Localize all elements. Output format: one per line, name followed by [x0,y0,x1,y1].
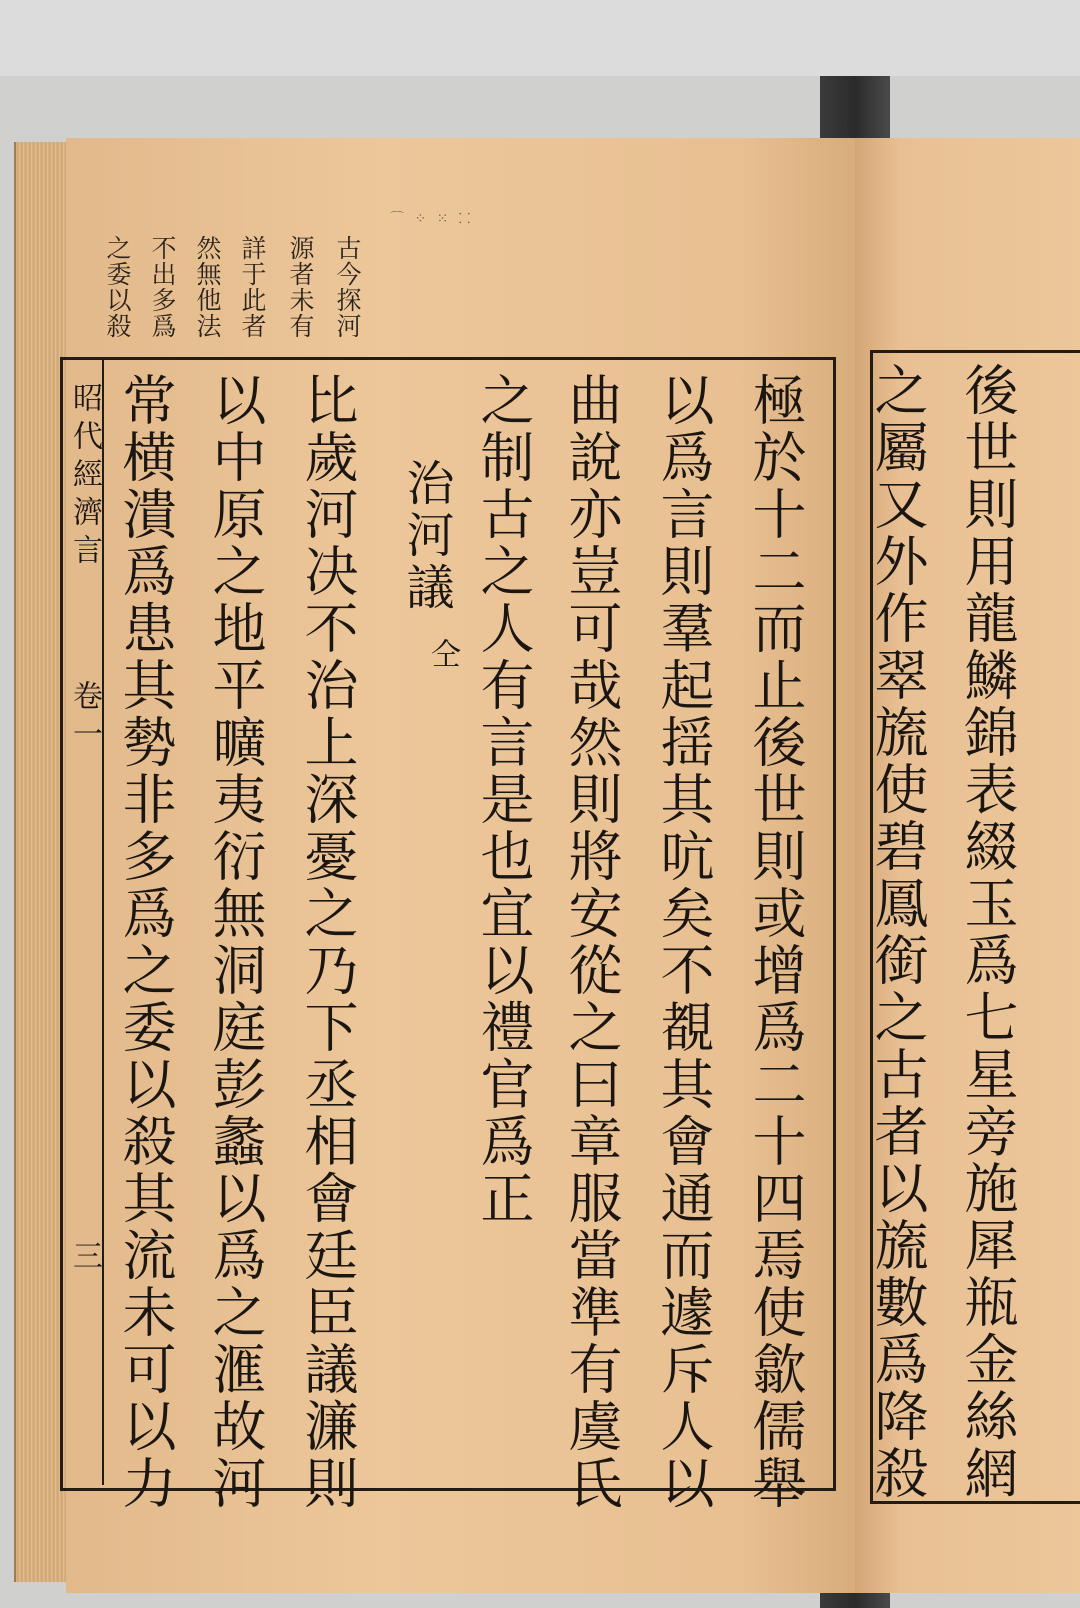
scan-top-margin [0,0,1080,76]
header-note-2: 源者未有 [286,235,315,339]
text-column-2: 以爲言則羣起揺其吭矣不覩其會通而遽斥人以 [652,372,715,1512]
header-note-5: 不出多爲 [148,235,177,339]
header-note-3: 詳于此者 [238,235,267,339]
text-column-6: 以中原之地平曠夷衍無洞庭彭蠡以爲之滙故河 [204,372,267,1512]
volume-label: 卷一 [67,680,102,756]
text-column-1: 極於十二而止後世則或增爲二十四焉使歙儒舉 [744,372,807,1512]
text-column-7: 常横潰爲患其勢非多爲之委以殺其流未可以力 [114,372,177,1512]
header-note-6: 之委以殺 [103,235,132,339]
section-author-note: 仝 [425,638,460,668]
right-text-column-1: 後世則用龍鱗錦表綴玉爲七星旁施犀瓶金絲網 [956,362,1019,1502]
page-number: 三 [67,1240,102,1270]
header-note-1: 古今探河 [333,235,362,339]
text-column-3: 曲說亦豈可哉然則將安從之曰章服當準有虞氏 [560,372,623,1512]
margin-label: 昭代經濟言 [67,382,102,572]
text-column-4: 之制古之人有言是也宜以禮官爲正 [472,372,535,1227]
header-note-4: 然無他法 [193,235,222,339]
text-column-5: 比歲河决不治上深憂之乃下丞相會廷臣議濂則 [296,372,359,1512]
ink-seal-mark: ⌒ ⁘ ⁙ ⸬ [390,211,474,227]
section-title: 治河議 [398,458,454,614]
right-text-column-2: 之屬又外作翠旒使碧鳳銜之古者以旒數爲降殺 [866,362,929,1502]
